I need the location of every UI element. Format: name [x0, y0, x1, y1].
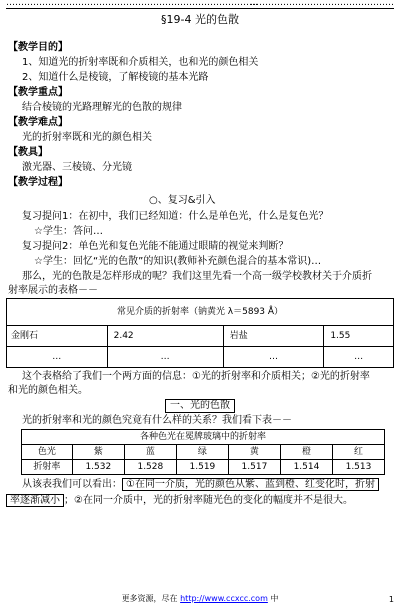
table2-header-cell: 绿	[176, 445, 228, 460]
header-clipped-text-right: …………………………………………	[250, 0, 394, 8]
student-answer-1: ☆学生：答问…	[34, 226, 103, 237]
header-clipped-text-left: …………………………………………………………………………	[6, 0, 258, 8]
heading-process: 【教学过程】	[8, 177, 68, 188]
table1-cell: …	[223, 347, 324, 368]
table2-header-cell: 黄	[228, 445, 280, 460]
heading-teaching-goal: 【教学目的】	[8, 42, 68, 53]
footer	[0, 594, 400, 603]
footer-suffix: 中	[267, 594, 279, 603]
table1-cell: …	[107, 347, 223, 368]
table2-value-cell: 1.513	[332, 460, 384, 475]
conclusion-highlight-2: 率逐渐减小	[6, 494, 64, 507]
table2-row-label: 折射率	[22, 460, 73, 475]
page-number: 1	[388, 595, 394, 604]
conclusion-highlight-1: ①在同一介质，光的颜色从紫、蓝到橙、红变化时，折射	[122, 478, 379, 491]
table2-header-cell: 色光	[22, 445, 73, 460]
heading-difficulty: 【教学难点】	[8, 117, 68, 128]
table1-cell: 1.55	[324, 326, 394, 347]
table1-cell: 2.42	[107, 326, 223, 347]
table1-cell: …	[324, 347, 394, 368]
table1-cell: 金刚石	[7, 326, 108, 347]
paragraph-info-line-2: 和光的颜色相关。	[8, 385, 88, 396]
paragraph-relation: 光的折射率和光的颜色究竟有什么样的关系？我们看下表－－	[22, 415, 292, 426]
table2-value-cell: 1.517	[228, 460, 280, 475]
table1-cell: 岩盐	[223, 326, 324, 347]
table2-header-cell: 红	[332, 445, 384, 460]
table2-caption: 各种色光在冕牌玻璃中的折射率	[22, 430, 385, 445]
paragraph-intro-line-1: 那么，光的色散是怎样形成的呢？我们这里先看一个高一级学校教材关于介质折	[22, 271, 372, 282]
heading-key-point: 【教学重点】	[8, 87, 68, 98]
section-heading: 一、光的色散	[165, 399, 235, 413]
goal-item-2: 2、知道什么是棱镜，了解棱镜的基本光路	[22, 72, 209, 83]
table1-cell: …	[7, 347, 108, 368]
table2-value-cell: 1.514	[280, 460, 332, 475]
footer-prefix: 更多资源，尽在	[121, 594, 181, 603]
heading-tools: 【教具】	[8, 147, 48, 158]
goal-item-1: 1、知道光的折射率既和介质相关，也和光的颜色相关	[22, 57, 259, 68]
table1-caption: 常见介质的折射率（钠黄光 λ＝5893 Å）	[7, 299, 394, 326]
glass-refractive-index-table	[21, 429, 385, 475]
student-answer-2: ☆学生：回忆“光的色散”的知识(教师补充颜色混合的基本常识)…	[34, 256, 322, 267]
review-heading: ○、复习&引入	[149, 195, 216, 206]
refractive-index-table	[6, 298, 394, 368]
footer-link[interactable]: http://www.ccxcc.com	[180, 594, 268, 603]
difficulty-text: 光的折射率既和光的颜色相关	[22, 132, 152, 143]
paragraph-info-line-1: 这个表格给了我们一个两方面的信息：①光的折射率和介质相关；②光的折射率	[22, 371, 370, 382]
conclusion-rest: ；②在同一介质中，光的折射率随光色的变化的幅度并不是很大。	[64, 495, 353, 506]
conclusion-prefix: 从该表我们可以看出：	[22, 479, 122, 490]
conclusion-line-2	[6, 494, 353, 507]
table2-header-cell: 蓝	[124, 445, 176, 460]
conclusion-line-1	[22, 478, 379, 491]
review-question-2: 复习提问2：单色光和复色光能不能通过眼睛的视觉来判断？	[22, 241, 289, 252]
header-rule	[6, 8, 394, 9]
table2-header-cell: 紫	[72, 445, 124, 460]
review-question-1: 复习提问1：在初中，我们已经知道：什么是单色光，什么是复色光？	[22, 211, 329, 222]
tools-text: 激光器、三棱镜、分光镜	[22, 162, 132, 173]
table2-value-cell: 1.519	[176, 460, 228, 475]
table2-value-cell: 1.528	[124, 460, 176, 475]
table2-value-cell: 1.532	[72, 460, 124, 475]
paragraph-intro-line-2: 射率展示的表格－－	[8, 285, 98, 296]
table2-header-cell: 橙	[280, 445, 332, 460]
page-title: §19-4 光的色散	[161, 13, 239, 26]
key-point-text: 结合棱镜的光路理解光的色散的规律	[22, 102, 182, 113]
